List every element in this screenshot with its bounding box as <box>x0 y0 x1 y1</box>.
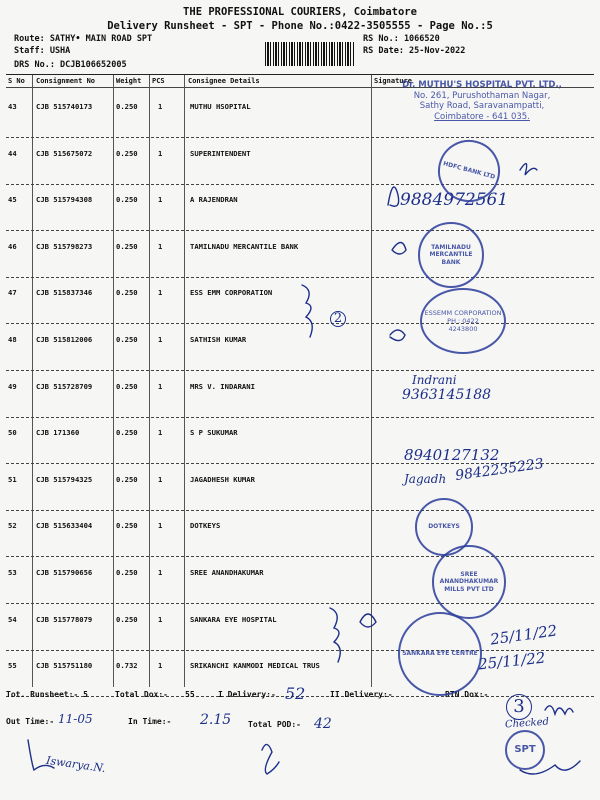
handwritten-phone: 9884972561 <box>400 190 509 210</box>
cell-cno: CJB 515740173 <box>36 102 93 111</box>
cell-cno: CJB 515794308 <box>36 195 93 205</box>
cell-weight: 0.250 <box>116 381 138 391</box>
ii-delivery: II Delivery:- <box>330 690 393 699</box>
cell-pcs: 1 <box>158 288 163 298</box>
rs-date: RS Date: 25-Nov-2022 <box>363 46 466 56</box>
rs-number: RS No.: 1066520 <box>363 34 440 44</box>
cell-weight: 0.250 <box>116 428 138 438</box>
cell-pcs: 1 <box>158 474 163 484</box>
cell-consignee: DOTKEYS <box>190 521 221 531</box>
out-time: 11-05 <box>58 712 93 726</box>
stamp-line: ESSEMM CORPORATION <box>424 308 502 317</box>
cell-cno: CJB 515728709 <box>36 381 93 391</box>
total-dox: 55 <box>185 690 195 699</box>
cell-weight: 0.250 <box>116 474 138 484</box>
cell-sno: 43 <box>8 102 17 111</box>
signature-scribble <box>28 740 54 770</box>
cell-consignee: MUTHU HSOPITAL <box>190 102 251 111</box>
handwritten-name: Jagadh <box>404 472 447 486</box>
handwritten-name: Indrani <box>412 373 457 387</box>
cell-consignee: SUPERINTENDENT <box>190 148 251 158</box>
cell-weight: 0.250 <box>116 335 138 344</box>
signature-scribble <box>390 330 405 341</box>
runsheet-subtitle: Delivery Runsheet - SPT - Phone No.:0422-3505555 - Page No.:5 <box>107 20 493 32</box>
cell-cno: CJB 515790656 <box>36 568 93 577</box>
checked-note: Checked <box>504 716 550 731</box>
cell-consignee: A RAJENDRAN <box>190 195 238 205</box>
cell-weight: 0.250 <box>116 241 138 251</box>
total-dox-label: Total Dox:- <box>115 690 168 699</box>
signature-scribble <box>388 187 399 206</box>
tmb-stamp: TAMILNADU MERCANTILE BANK <box>418 222 484 288</box>
cell-pcs: 1 <box>158 614 163 624</box>
cell-sno: 50 <box>8 428 17 438</box>
cell-sno: 52 <box>8 521 17 531</box>
stamp-line: 4243800 <box>448 325 478 334</box>
cell-pcs: 1 <box>158 381 163 391</box>
cell-sno: 47 <box>8 288 17 298</box>
signature-scribble <box>302 285 312 337</box>
handwritten-phone: 9363145188 <box>402 387 492 403</box>
signature-scribble <box>392 243 406 255</box>
cell-pcs: 1 <box>158 661 163 671</box>
hdfc-bank-stamp: HDFC BANK LTD <box>431 133 507 209</box>
stamp-line: PH : 0422 <box>447 316 479 325</box>
signer-name: Iswarya.N. <box>45 753 107 776</box>
total-pod: 42 <box>314 716 332 732</box>
i-delivery: 52 <box>285 684 306 703</box>
col-consignment: Consignment No <box>36 77 96 85</box>
cell-sno: 53 <box>8 568 17 577</box>
cell-pcs: 1 <box>158 102 163 111</box>
signature-scribble <box>360 614 376 627</box>
tot-runsheet: Tot. Runsheet:- 5 <box>6 690 88 699</box>
rtn-dox: 3 <box>506 694 532 720</box>
signature-scribble <box>330 608 340 662</box>
cell-pcs: 1 <box>158 568 163 577</box>
cell-sno: 55 <box>8 661 17 671</box>
cell-sno: 44 <box>8 148 17 158</box>
in-time-label: In Time:- <box>128 717 172 726</box>
cell-sno: 45 <box>8 195 17 205</box>
total-pod-label: Total POD:- <box>248 720 301 729</box>
sankara-eye-stamp: SANKARA EYE CENTRE <box>398 612 482 696</box>
cell-consignee: SANKARA EYE HOSPITAL <box>190 614 277 624</box>
dotkeys-stamp: DOTKEYS <box>415 498 473 556</box>
cell-weight: 0.250 <box>116 614 138 624</box>
col-pcs: PCS <box>152 77 165 85</box>
cell-pcs: 1 <box>158 428 163 438</box>
cell-consignee: JAGADHESH KUMAR <box>190 474 255 484</box>
stamp-line: Coimbatore - 641 035. <box>434 111 530 122</box>
cell-pcs: 1 <box>158 195 163 205</box>
col-consignee: Consignee Details <box>188 77 260 85</box>
cell-weight: 0.250 <box>116 102 138 111</box>
col-weight: Weight <box>116 77 142 85</box>
cell-weight: 0.250 <box>116 195 138 205</box>
cell-cno: CJB 515794325 <box>36 474 93 484</box>
cell-cno: CJB 515633404 <box>36 521 93 531</box>
cell-weight: 0.250 <box>116 568 138 577</box>
cell-consignee: SRIKANCHI KANMODI MEDICAL TRUS <box>190 661 320 671</box>
cell-sno: 46 <box>8 241 17 251</box>
signature-scribble <box>520 761 580 774</box>
cell-cno: CJB 515675072 <box>36 148 93 158</box>
cell-consignee: SATHISH KUMAR <box>190 335 247 344</box>
route: Route: SATHY• MAIN ROAD SPT <box>14 34 153 44</box>
cell-pcs: 1 <box>158 335 163 344</box>
stamp-line: No. 261, Purushothaman Nagar, <box>413 90 551 101</box>
cell-consignee: SREE ANANDHAKUMAR <box>190 568 264 577</box>
i-delivery-label: I Delivery:- <box>218 690 276 699</box>
handwritten-date: 25/11/22 <box>477 648 547 674</box>
cell-sno: 54 <box>8 614 17 624</box>
staff: Staff: USHA <box>14 46 71 56</box>
cell-pcs: 1 <box>158 148 163 158</box>
drs-number: DRS No.: DCJB106652005 <box>14 60 127 70</box>
col-signature: Signature <box>374 77 412 85</box>
stamp-line: Sathy Road, Saravanampatti, <box>419 101 545 112</box>
cell-cno: CJB 171360 <box>36 428 80 438</box>
cell-sno: 48 <box>8 335 17 344</box>
signature-scribble <box>545 706 573 714</box>
rtn-dox-label: RTN Dox:- <box>445 690 489 699</box>
cell-cno: CJB 515812006 <box>36 335 93 344</box>
signature-scribble <box>262 744 279 774</box>
cell-consignee: TAMILNADU MERCANTILE BANK <box>190 241 299 251</box>
col-sno: S No <box>8 77 25 85</box>
handwritten-phone: 9842235223 <box>454 455 545 485</box>
handwritten-phone: 8940127132 <box>404 446 500 464</box>
cell-cno: CJB 515778079 <box>36 614 93 624</box>
cell-consignee: ESS EMM CORPORATION <box>190 288 273 298</box>
cell-weight: 0.250 <box>116 521 138 531</box>
cell-consignee: MRS V. INDARANI <box>190 381 255 391</box>
cell-sno: 51 <box>8 474 17 484</box>
cell-weight: 0.250 <box>116 148 138 158</box>
stamp-line: Dr. MUTHU'S HOSPITAL PVT. LTD., <box>402 80 562 90</box>
anandha-mills-stamp: SREE ANANDHAKUMAR MILLS PVT LTD <box>432 545 506 619</box>
in-time: 2.15 <box>200 712 232 728</box>
cell-weight: 0.732 <box>116 661 138 671</box>
cell-cno: CJB 515798273 <box>36 241 93 251</box>
cell-pcs: 1 <box>158 241 163 251</box>
cell-pcs: 1 <box>158 521 163 531</box>
handwritten-date: 25/11/22 <box>489 621 559 649</box>
spt-stamp: SPT <box>505 730 545 770</box>
cell-weight: 0.250 <box>116 288 138 298</box>
cell-cno: CJB 515837346 <box>36 288 93 298</box>
cell-consignee: S P SUKUMAR <box>190 428 238 438</box>
brace-count: 2 <box>330 311 346 327</box>
out-time-label: Out Time:- <box>6 717 55 726</box>
cell-sno: 49 <box>8 381 17 391</box>
company-title: THE PROFESSIONAL COURIERS, Coimbatore <box>183 6 417 18</box>
cell-cno: CJB 515751180 <box>36 661 93 671</box>
signature-scribble <box>520 164 537 175</box>
